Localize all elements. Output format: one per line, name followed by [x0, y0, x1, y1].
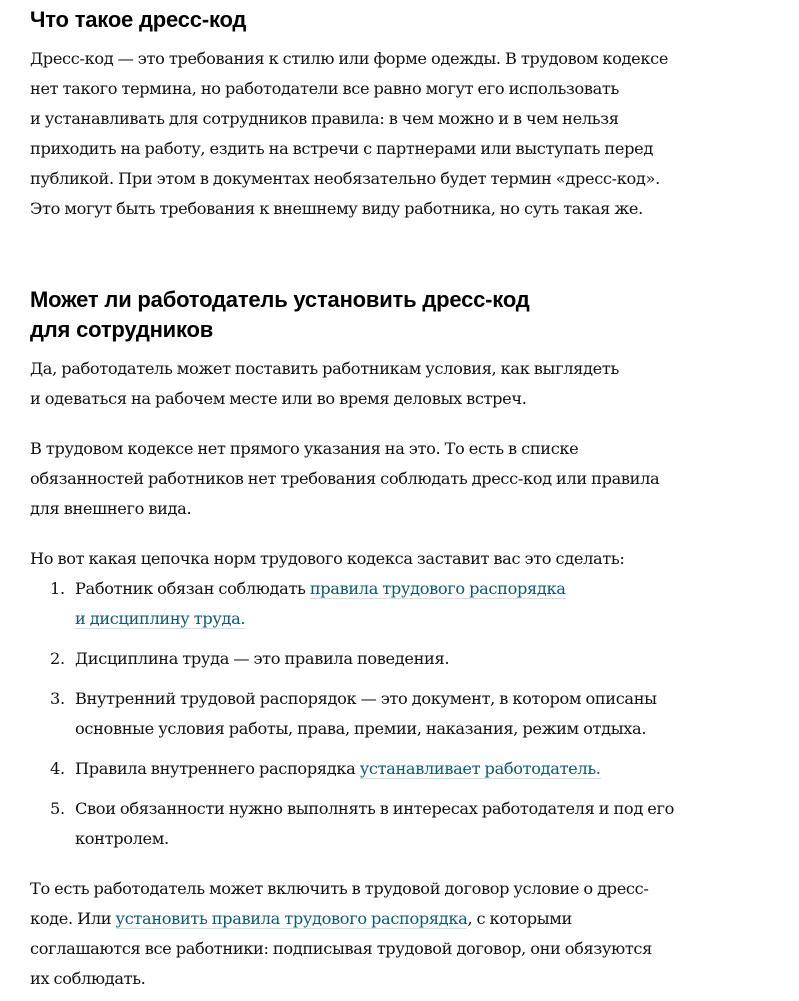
text-line [30, 904, 790, 934]
paragraph-definition [30, 44, 790, 224]
list-text: контролем. [75, 829, 169, 848]
heading-dress-code: Что такое дресс-код [30, 7, 247, 32]
text-line: и одеваться на рабочем месте или во время деловых встреч. [30, 389, 527, 408]
text-line: публикой. При этом в документах необязательно будет термин «дресс-код». [30, 169, 660, 188]
list-number: 4. [50, 759, 65, 778]
link-employer-sets[interactable]: устанавливает работодатель. [359, 759, 601, 778]
text-line: приходить на работу, ездить на встречи с партнерами или выступать перед [30, 139, 653, 158]
list-text: Работник обязан соблюдать [75, 579, 310, 598]
list-number: 3. [50, 689, 65, 708]
list-text: Свои обязанности нужно выполнять в интересах работодателя и под его [75, 799, 675, 818]
list-number: 2. [50, 649, 65, 668]
list-item [30, 684, 790, 744]
text-line: их соблюдать. [30, 969, 146, 988]
list-text: Внутренний трудовой распорядок — это документ, в котором описаны [75, 689, 657, 708]
paragraph-labor-code [30, 434, 790, 524]
heading-can-employer: Может ли работодатель установить дресс-код [30, 287, 530, 312]
text-line: Дресс-код — это требования к стилю или форме одежды. В трудовом кодексе [30, 49, 669, 68]
list-number: 5. [50, 799, 65, 818]
link-work-rules[interactable]: правила трудового распорядка [309, 579, 566, 598]
link-set-work-rules[interactable]: установить правила трудового распорядка [115, 909, 468, 928]
list-item [30, 644, 790, 674]
list-text: Дисциплина труда — это правила поведения. [75, 649, 450, 668]
text-line: для внешнего вида. [30, 499, 192, 518]
list-text: Правила внутреннего распорядка [75, 759, 360, 778]
text-line: обязанностей работников нет требования соблюдать дресс-код или правила [30, 469, 660, 488]
list-item [30, 794, 790, 854]
norms-list [30, 574, 790, 854]
paragraph-conclusion [30, 874, 790, 994]
text-line: нет такого термина, но работодатели все равно могут его использовать [30, 79, 619, 98]
text-span: коде. Или [30, 909, 116, 928]
text-line: и устанавливать для сотрудников правила: в чем можно и в чем нельзя [30, 109, 619, 128]
list-item [30, 574, 790, 634]
text-line: Это могут быть требования к внешнему виду работника, но суть такая же. [30, 199, 643, 218]
list-number: 1. [50, 579, 65, 598]
list-item [30, 754, 790, 784]
text-line: Да, работодатель может поставить работникам условия, как выглядеть [30, 359, 619, 378]
link-labor-discipline[interactable]: и дисциплину труда. [75, 609, 246, 628]
paragraph-chain-intro: Но вот какая цепочка норм трудового кодекса заставит вас это сделать: [30, 549, 625, 568]
paragraph-yes [30, 354, 790, 414]
list-text: основные условия работы, права, премии, наказания, режим отдыха. [75, 719, 647, 738]
text-line: То есть работодатель может включить в трудовой договор условие о дресс- [30, 879, 649, 898]
text-line: соглашаются все работники: подписывая трудовой договор, они обязуются [30, 939, 653, 958]
heading-can-employer-line2: для сотрудников [30, 317, 214, 342]
text-line: В трудовом кодексе нет прямого указания на это. То есть в списке [30, 439, 579, 458]
text-span: , с которыми [467, 909, 572, 928]
